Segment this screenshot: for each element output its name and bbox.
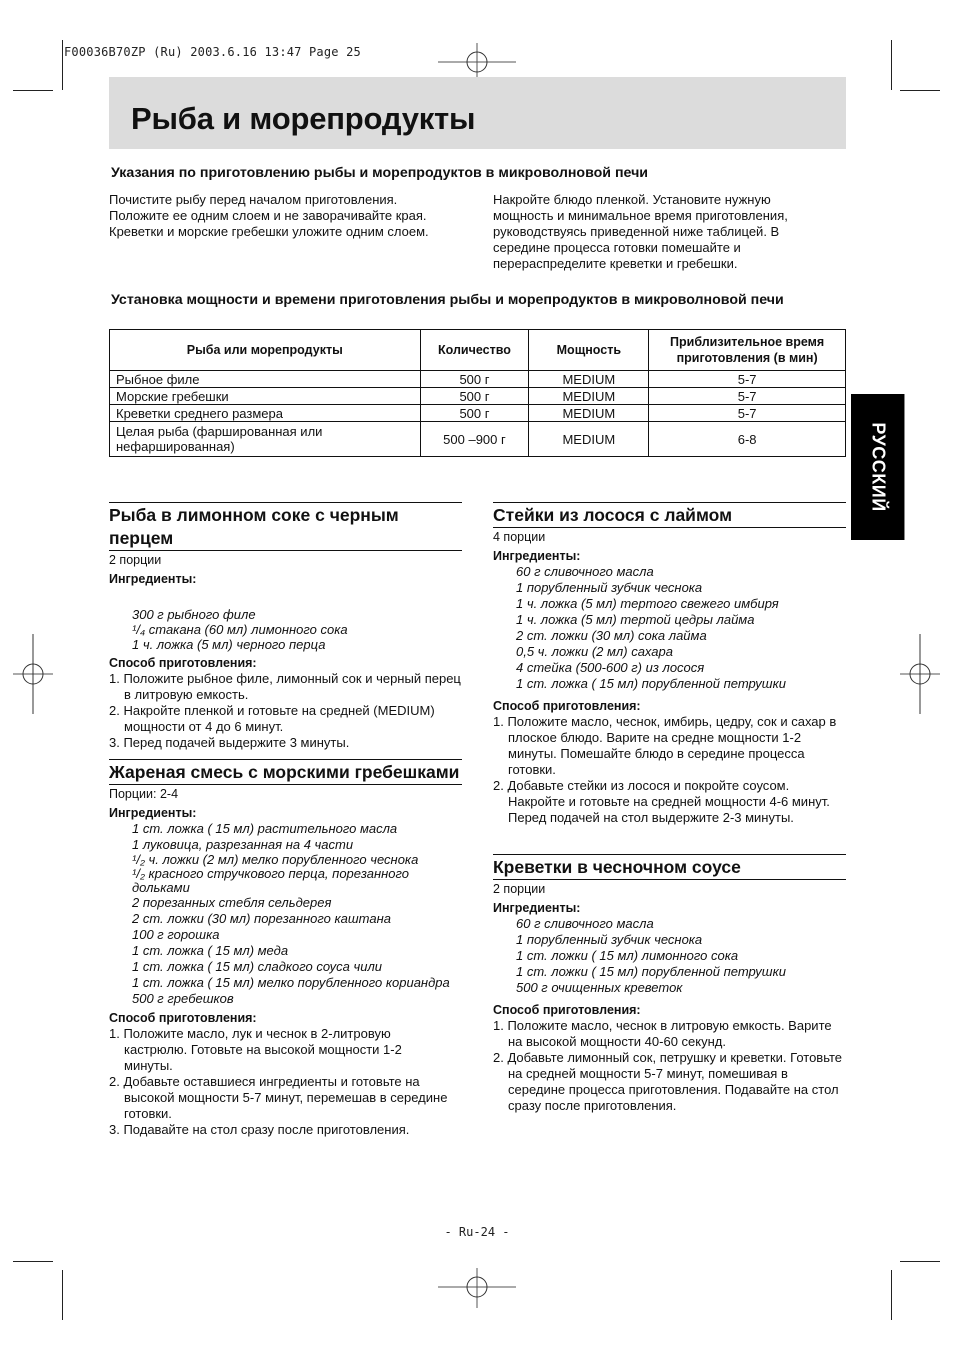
crop-mark xyxy=(62,40,63,90)
ingredient: 1 порубленный зубчик чеснока xyxy=(516,580,703,595)
crop-mark xyxy=(62,1270,63,1320)
ingredient: 1 ст. ложка ( 15 мл) сладкого соуса чили xyxy=(132,959,383,974)
column-header: Мощность xyxy=(529,330,649,371)
table-cell: 5-7 xyxy=(649,405,846,422)
title-band xyxy=(109,77,846,149)
text-line: руководствуясь приведенной ниже таблицей. В xyxy=(493,224,780,239)
step: 3. Подавайте на стол сразу после приготовления. xyxy=(109,1122,410,1137)
guidelines-heading: Указания по приготовлению рыбы и морепродуктов в микроволновой печи xyxy=(111,165,649,181)
steps-list xyxy=(109,671,462,751)
print-slug: F00036B70ZP (Ru) 2003.6.16 13:47 Page 25 xyxy=(64,45,361,59)
crop-mark xyxy=(891,1270,892,1320)
ingredient: 1 ст. ложка ( 15 мл) растительного масла xyxy=(132,821,398,836)
guidelines-left xyxy=(109,192,429,240)
page-number: - Ru-24 - xyxy=(444,1225,510,1239)
recipe-portions: Порции: 2-4 xyxy=(109,787,179,801)
ingredients-label: Ингредиенты: xyxy=(109,572,197,586)
table-heading: Установка мощности и времени приготовления рыбы и морепродуктов в микроволновой печи xyxy=(111,292,784,308)
table-row xyxy=(110,371,846,388)
ingredient: 1 ст. ложка ( 15 мл) мелко порубленного кориандра xyxy=(132,975,450,990)
ingredient: 0,5 ч. ложки (2 мл) сахара xyxy=(516,644,673,659)
ingredient: 500 г очищенных креветок xyxy=(516,980,683,995)
table-cell: MEDIUM xyxy=(529,371,649,388)
ingredients-list xyxy=(109,607,462,652)
step: 1. Положите масло, чеснок в литровую емкость. Варите на высокой мощности 40-60 секунд. xyxy=(493,1018,832,1049)
recipe-portions: 2 порции xyxy=(109,553,162,567)
crop-mark xyxy=(900,90,940,91)
table-cell: Целая рыба (фаршированная или нефаршированная) xyxy=(110,422,421,457)
crop-mark xyxy=(900,1261,940,1262)
recipe-garlic-shrimp xyxy=(493,854,846,1114)
table-cell: MEDIUM xyxy=(529,405,649,422)
table-cell: MEDIUM xyxy=(529,388,649,405)
ingredient: 1 порубленный зубчик чеснока xyxy=(516,932,703,947)
method-label: Способ приготовления: xyxy=(493,699,641,713)
ingredient: 60 г сливочного масла xyxy=(516,564,654,579)
ingredient: 2 порезанных стебля сельдерея xyxy=(132,895,332,910)
ingredient: 2 ст. ложки (30 мл) сока лайма xyxy=(516,628,707,643)
registration-mark-icon xyxy=(13,634,53,714)
ingredient: 1 луковица, разрезанная на 4 части xyxy=(132,837,354,852)
language-label: РУССКИЙ xyxy=(868,422,888,512)
text-line: Положите ее одним слоем и не заворачивайте края. xyxy=(109,208,427,223)
ingredients-label: Ингредиенты: xyxy=(493,549,581,563)
ingredient: ¹/₂ ч. ложки (2 мл) мелко порубленного чеснока xyxy=(132,852,419,867)
crop-mark xyxy=(891,40,892,90)
column-header: Приблизительное время приготовления (в мин) xyxy=(649,330,846,371)
table-cell: 500 г xyxy=(420,388,529,405)
ingredient: ¹/₂ красного стручкового перца, порезанного дольками xyxy=(132,866,410,895)
text-line: Креветки и морские гребешки уложите одним слоем. xyxy=(109,224,429,239)
page-title: Рыба и морепродукты xyxy=(131,101,476,136)
text-line: Почистите рыбу перед началом приготовления. xyxy=(109,192,398,207)
text-line: мощность и минимальное время приготовления, xyxy=(493,208,788,223)
ingredient: ¹/₄ стакана (60 мл) лимонного сока xyxy=(132,622,348,637)
table-cell: Рыбное филе xyxy=(110,371,421,388)
step: 3. Перед подачей выдержите 3 минуты. xyxy=(109,735,350,750)
ingredients-label: Ингредиенты: xyxy=(493,901,581,915)
registration-mark-icon xyxy=(438,1268,516,1308)
recipe-portions: 2 порции xyxy=(493,882,546,896)
ingredient: 1 ч. ложка (5 мл) черного перца xyxy=(132,637,326,652)
ingredient: 1 ч. ложка (5 мл) тертой цедры лайма xyxy=(516,612,755,627)
ingredient: 60 г сливочного масла xyxy=(516,916,654,931)
ingredients-list xyxy=(493,564,846,692)
table-cell: 5-7 xyxy=(649,371,846,388)
table-cell: 5-7 xyxy=(649,388,846,405)
ingredients-label: Ингредиенты: xyxy=(109,806,197,820)
table-header-row xyxy=(110,330,846,371)
ingredient: 500 г гребешков xyxy=(132,991,234,1006)
recipe-title: Жареная смесь с морскими гребешками xyxy=(109,759,462,785)
crop-mark xyxy=(13,90,53,91)
table-row xyxy=(110,405,846,422)
recipe-title: Стейки из лосося с лаймом xyxy=(493,502,846,528)
ingredient: 300 г рыбного филе xyxy=(132,607,256,622)
ingredient: 1 ст. ложки ( 15 мл) порубленной петрушки xyxy=(516,964,786,979)
text-line: середине процесса готовки помешайте и xyxy=(493,240,741,255)
table-cell: 500 г xyxy=(420,405,529,422)
table-row xyxy=(110,388,846,405)
step: 1. Положите масло, лук и чеснок в 2-литровую кастрюлю. Готовьте на высокой мощности 1-2 минуты. xyxy=(109,1026,402,1073)
recipe-scallop-stir-fry xyxy=(109,759,462,1138)
step: 1. Положите рыбное филе, лимонный сок и черный перец в литровую емкость. xyxy=(109,671,461,702)
recipe-title: Креветки в чесночном соусе xyxy=(493,854,846,880)
table-cell: MEDIUM xyxy=(529,422,649,457)
step: 2. Добавьте лимонный сок, петрушку и креветки. Готовьте на средней мощности 5-7 минут, помешивая в середине процесса приготовления. Подавайте на стол сразу после приготовления. xyxy=(493,1050,843,1113)
recipe-salmon-lime xyxy=(493,502,846,826)
guidelines-right xyxy=(493,192,788,272)
method-label: Способ приготовления: xyxy=(493,1003,641,1017)
table-row xyxy=(110,422,846,457)
step: 2. Накройте пленкой и готовьте на средней (MEDIUM) мощности от 4 до 6 минут. xyxy=(109,703,435,734)
table-cell: Морские гребешки xyxy=(110,388,421,405)
cooking-table xyxy=(109,329,846,457)
table-cell: Креветки среднего размера xyxy=(110,405,421,422)
column-header: Количество xyxy=(420,330,529,371)
ingredient: 1 ст. ложки ( 15 мл) лимонного сока xyxy=(516,948,739,963)
registration-mark-icon xyxy=(438,43,516,79)
table-cell: 6-8 xyxy=(649,422,846,457)
ingredient: 100 г горошка xyxy=(132,927,220,942)
method-label: Способ приготовления: xyxy=(109,1011,257,1025)
table-cell: 500 –900 г xyxy=(420,422,529,457)
ingredient: 1 ч. ложка (5 мл) тертого свежего имбиря xyxy=(516,596,779,611)
registration-mark-icon xyxy=(900,634,940,714)
language-tab xyxy=(851,394,905,540)
steps-list xyxy=(109,1026,462,1138)
steps-list xyxy=(493,714,846,826)
text-line: Накройте блюдо пленкой. Установите нужную xyxy=(493,192,771,207)
step: 2. Добавьте стейки из лосося и покройте соусом. Накройте и готовьте на средней мощности 4-6 минут. Перед подачей на стол выдержите 2-3 минуты. xyxy=(493,778,830,825)
text-line: перераспределите креветки и гребешки. xyxy=(493,256,738,271)
recipe-portions: 4 порции xyxy=(493,530,546,544)
step: 1. Положите масло, чеснок, имбирь, цедру, сок и сахар в плоское блюдо. Варите на средне мощности 1-2 минуты. Помешайте блюдо в середине процесса готовки. xyxy=(493,714,837,777)
ingredients-list xyxy=(493,916,846,996)
steps-list xyxy=(493,1018,846,1114)
ingredient: 2 ст. ложки (30 мл) порезанного каштана xyxy=(132,911,391,926)
ingredient: 1 ст. ложка ( 15 мл) порубленной петрушки xyxy=(516,676,786,691)
crop-mark xyxy=(13,1261,53,1262)
ingredient: 4 стейка (500-600 г) из лосося xyxy=(516,660,705,675)
table-cell: 500 г xyxy=(420,371,529,388)
method-label: Способ приготовления: xyxy=(109,656,257,670)
step: 2. Добавьте оставшиеся ингредиенты и готовьте на высокой мощности 5-7 минут, перемешав в середине готовки. xyxy=(109,1074,448,1121)
column-header: Рыба или морепродукты xyxy=(110,330,421,371)
recipe-lemon-fish xyxy=(109,502,462,751)
recipe-title: Рыба в лимонном соке с черным перцем xyxy=(109,502,462,551)
ingredients-list xyxy=(109,821,462,1007)
ingredient: 1 ст. ложка ( 15 мл) меда xyxy=(132,943,289,958)
